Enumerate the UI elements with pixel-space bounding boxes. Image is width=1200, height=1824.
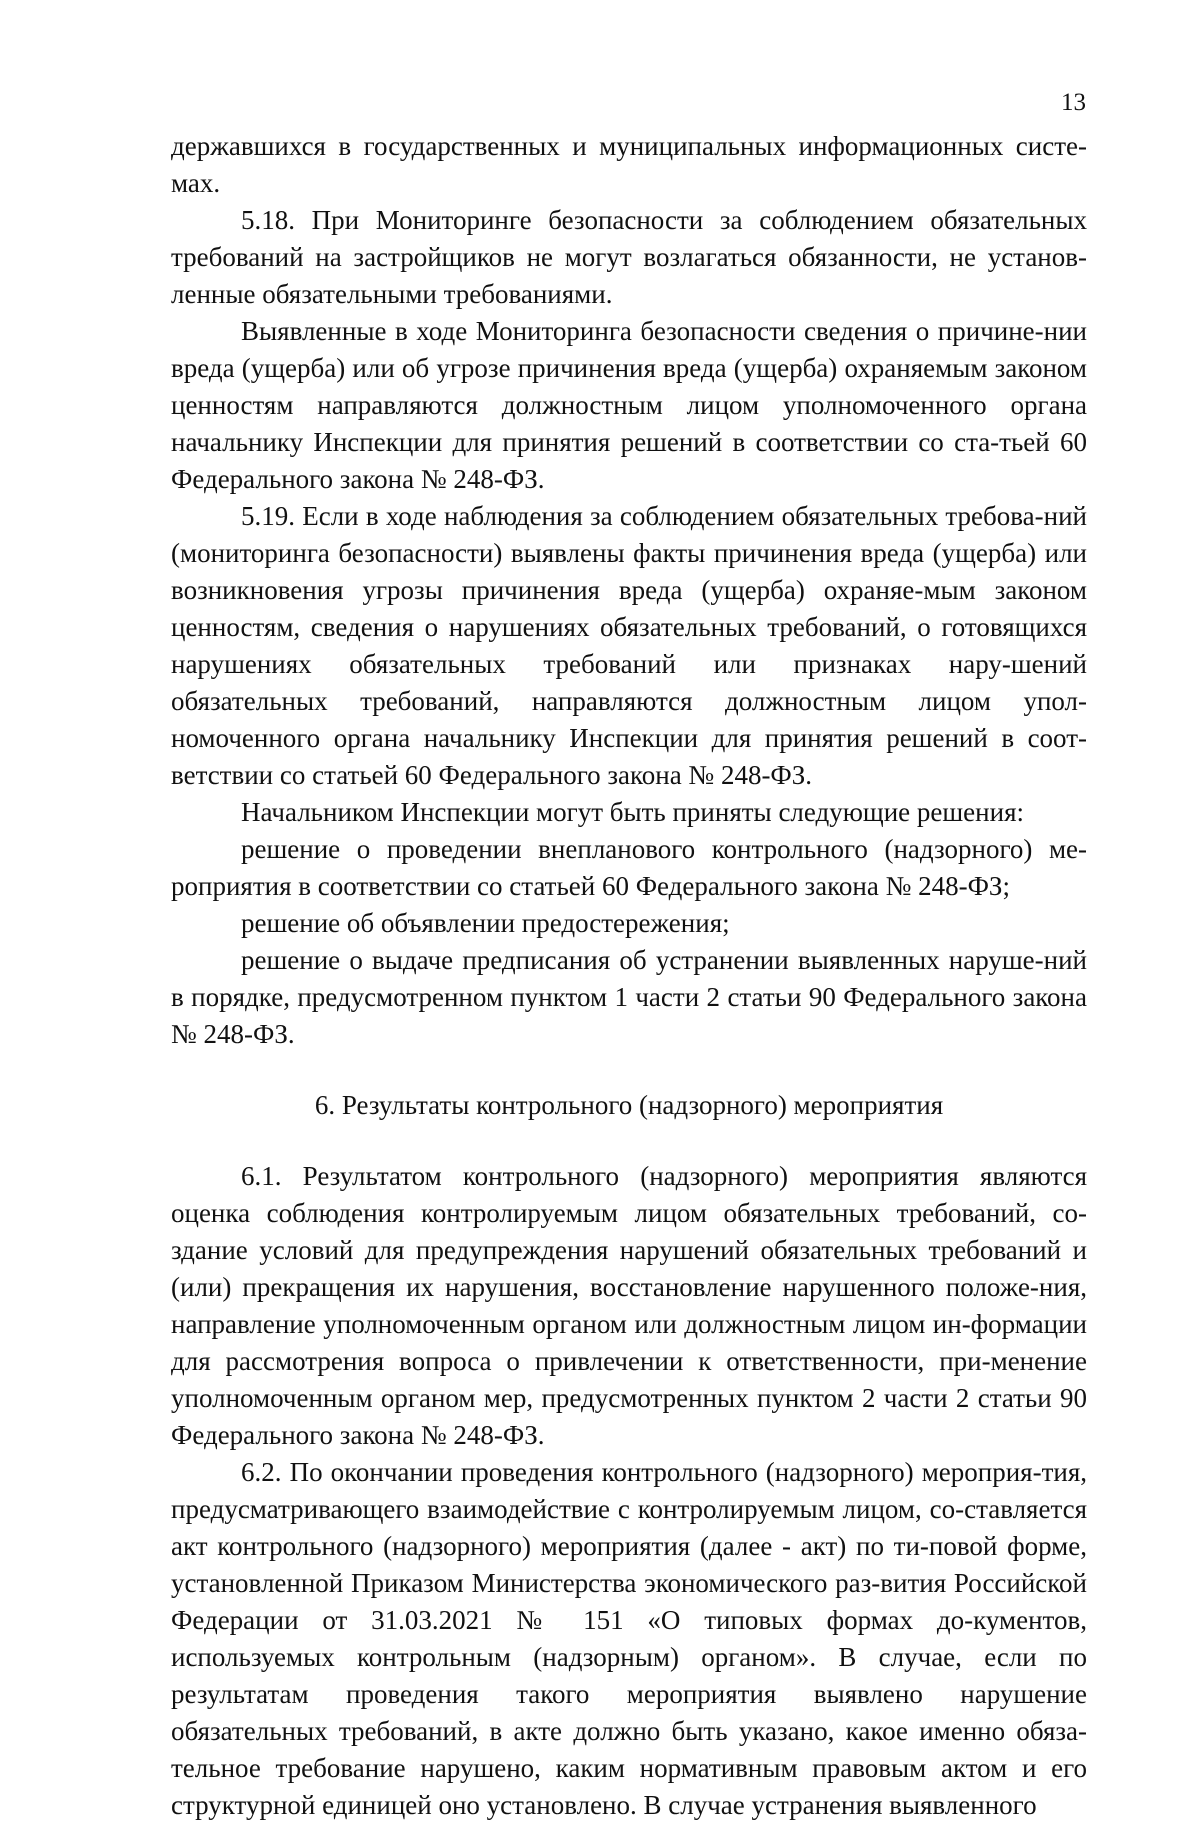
paragraph: Выявленные в ходе Мониторинга безопасности сведения о причине-нии вреда (ущерба) или об угрозе причинения вреда (ущерба) охраняемым законом ценностям направляются должностным лицом уполномоченного органа начальнику Инспекции для принятия решений в соответствии со ста-тьей 60 Федерального закона № 248-ФЗ. <box>171 316 1087 494</box>
paragraph-5-19: 5.19. Если в ходе наблюдения за соблюдением обязательных требова-ний (мониторинга безопасности) выявлены факты причинения вреда (ущерба) или возникновения угрозы причинения вреда (ущерба) охраняе-мым законом ценностям, сведения о нарушениях обязательных требований, о готовящихся нарушениях обязательных требований или признаках нару-шений обязательных требований, направляются должностным лицом упол-номоченного органа начальнику Инспекции для принятия решений в соот-ветствии со статьей 60 Федерального закона № 248-ФЗ. <box>171 501 1087 790</box>
list-item: решение о проведении внепланового контрольного (надзорного) ме-роприятия в соответствии со статьей 60 Федерального закона № 248-ФЗ; <box>171 834 1087 901</box>
paragraph-5-18: 5.18. При Мониторинге безопасности за соблюдением обязательных требований на застройщиков не могут возлагаться обязанности, не установ-ленные обязательными требованиями. <box>171 205 1087 309</box>
section-heading: 6. Результаты контрольного (надзорного) мероприятия <box>314 1090 944 1120</box>
page-number: 13 <box>1061 89 1086 116</box>
paragraph: Начальником Инспекции могут быть приняты следующие решения: <box>241 797 1024 827</box>
paragraph: державшихся в государственных и муниципальных информационных систе-мах. <box>171 131 1087 198</box>
paragraph-6-1: 6.1. Результатом контрольного (надзорного) мероприятия являются оценка соблюдения контролируемым лицом обязательных требований, со-здание условий для предупреждения нарушений обязательных требований и (или) прекращения их нарушения, восстановление нарушенного положе-ния, направление уполномоченным органом или должностным лицом ин-формации для рассмотрения вопроса о привлечении к ответственности, при-менение уполномоченным органом мер, предусмотренных пунктом 2 части 2 статьи 90 Федерального закона № 248-ФЗ. <box>171 1161 1087 1450</box>
list-item: решение о выдаче предписания об устранении выявленных наруше-ний в порядке, предусмотренном пунктом 1 части 2 статьи 90 Федерального закона № 248-ФЗ. <box>171 945 1087 1049</box>
paragraph-6-2: 6.2. По окончании проведения контрольного (надзорного) мероприя-тия, предусматривающего взаимодействие с контролируемым лицом, со-ставляется акт контрольного (надзорного) мероприятия (далее - акт) по ти-повой форме, установленной Приказом Министерства экономического раз-вития Российской Федерации от 31.03.2021 № 151 «О типовых формах до-кументов, используемых контрольным (надзорным) органом». В случае, если по результатам проведения такого мероприятия выявлено нарушение обязательных требований, в акте должно быть указано, какое именно обяза-тельное требование нарушено, каким нормативным правовым актом и его структурной единицей оно установлено. В случае устранения выявленного <box>171 1457 1087 1820</box>
document-body <box>171 128 1087 1824</box>
list-item: решение об объявлении предостережения; <box>241 908 730 938</box>
